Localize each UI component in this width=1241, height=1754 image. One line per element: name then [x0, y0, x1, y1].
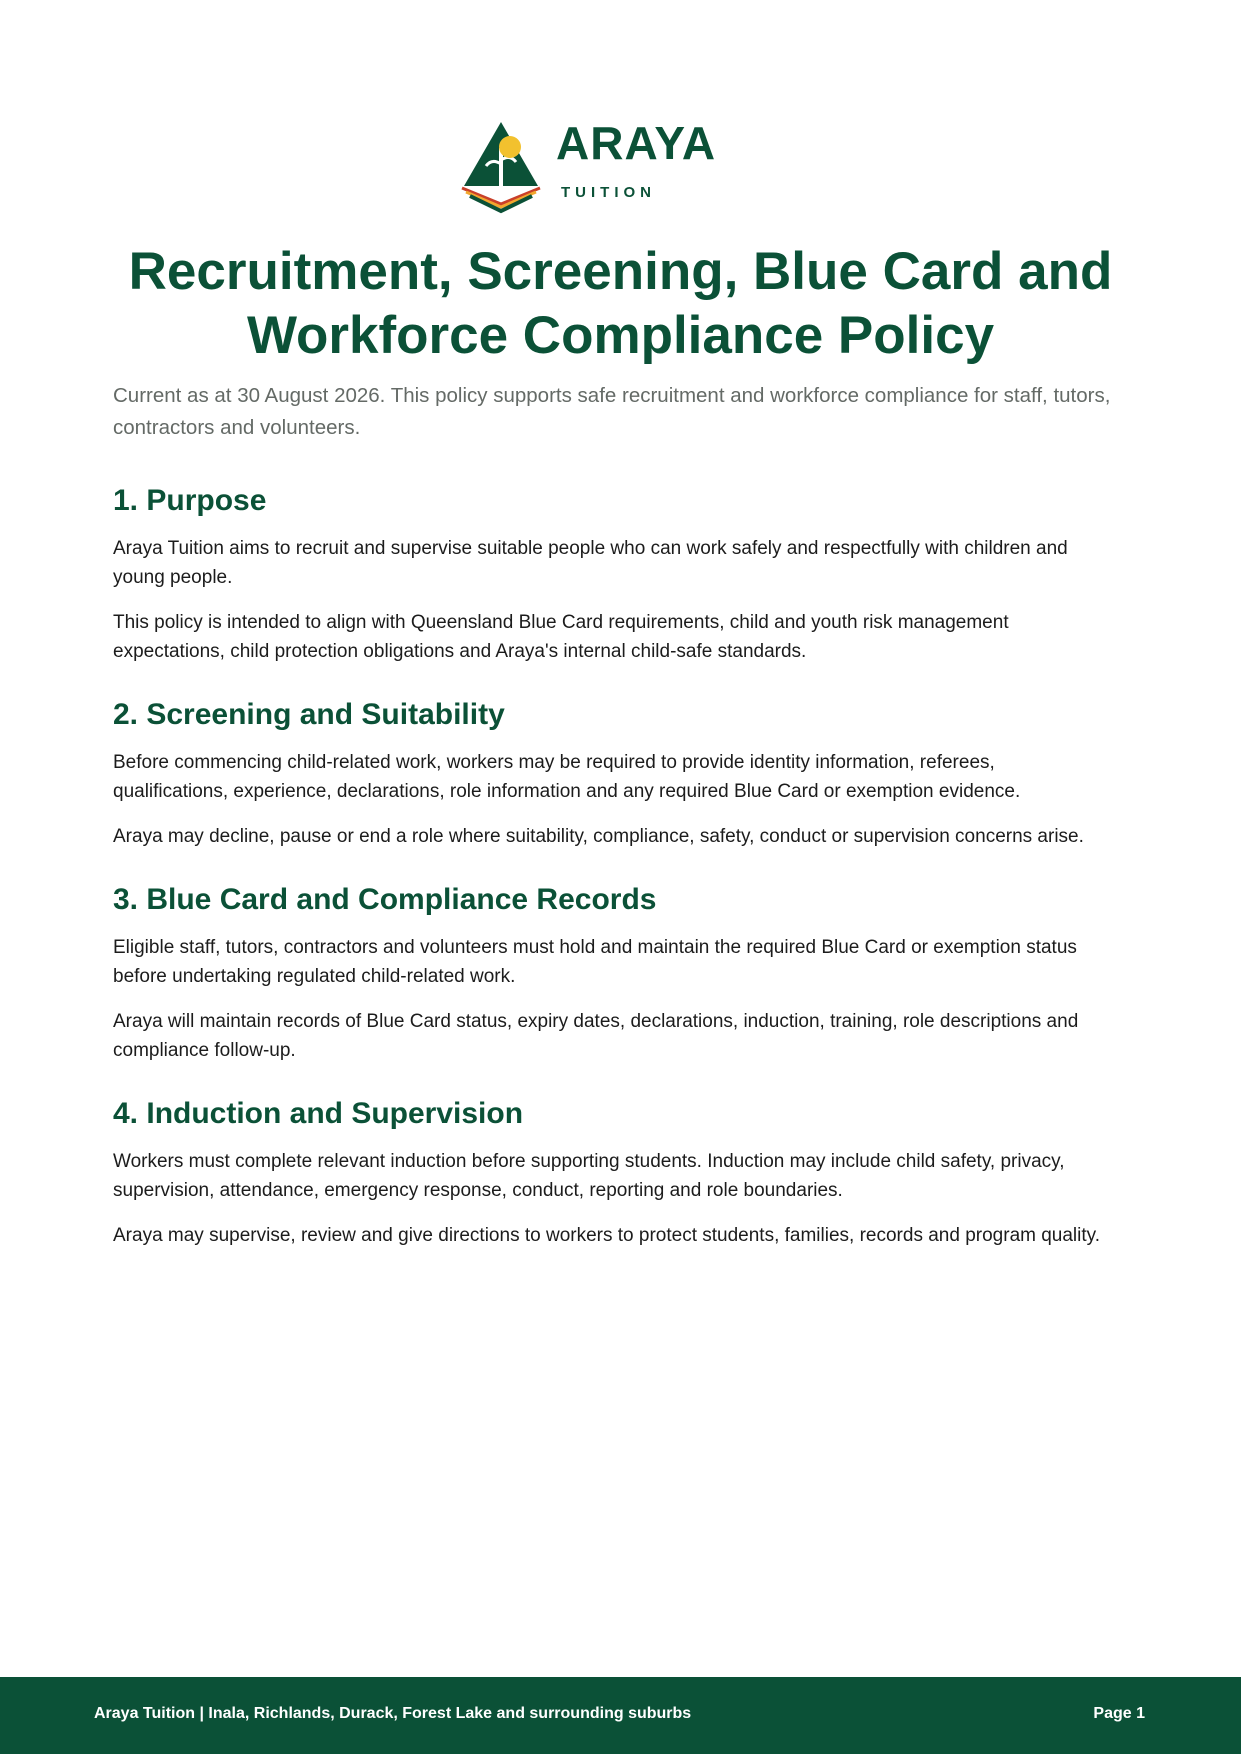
section-paragraph: Eligible staff, tutors, contractors and volunteers must hold and maintain the required Blue Card or exemption status before undertaking regulated child-related work.	[113, 937, 1077, 987]
section-paragraph: Araya may decline, pause or end a role where suitability, compliance, safety, conduct or supervision concerns arise.	[113, 826, 1084, 847]
section-paragraph: This policy is intended to align with Queensland Blue Card requirements, child and youth risk management expectations, child protection obligations and Araya's internal child-safe standards.	[113, 612, 1009, 662]
section-paragraph: Before commencing child-related work, workers may be required to provide identity information, referees, qualifications, experience, declarations, role information and any required Blue Card or exemption evidence.	[113, 752, 1021, 802]
section-paragraph: Araya may supervise, review and give directions to workers to protect students, families, records and program quality.	[113, 1225, 1101, 1246]
araya-tree-logo-icon	[460, 118, 542, 214]
section-heading: 2. Screening and Suitability	[113, 698, 505, 731]
document-body	[113, 380, 1113, 1280]
footer-locations: Araya Tuition | Inala, Richlands, Durack, Forest Lake and surrounding suburbs	[94, 1705, 692, 1722]
section-paragraph: Workers must complete relevant induction before supporting students. Induction may include child safety, privacy, supervision, attendance, emergency response, conduct, reporting and role boundaries.	[113, 1151, 1065, 1201]
page-number: Page 1	[1093, 1705, 1145, 1722]
page-footer	[0, 1677, 1241, 1754]
section-heading: 1. Purpose	[113, 484, 267, 517]
brand-logo	[460, 118, 720, 218]
section-induction	[113, 1095, 1113, 1250]
section-purpose	[113, 482, 1113, 666]
section-heading: 4. Induction and Supervision	[113, 1097, 524, 1130]
brand-name: ARAYA	[556, 117, 717, 169]
section-screening	[113, 696, 1113, 851]
document-title: Recruitment, Screening, Blue Card and Workforce Compliance Policy	[128, 242, 1113, 365]
section-paragraph: Araya Tuition aims to recruit and supervise suitable people who can work safely and respectfully with children and young people.	[113, 538, 1068, 588]
brand-subtitle: TUITION	[561, 184, 656, 201]
section-blue-card	[113, 881, 1113, 1065]
intro-text: Current as at 30 August 2026. This policy supports safe recruitment and workforce compliance for staff, tutors, contractors and volunteers.	[113, 384, 1111, 439]
section-paragraph: Araya will maintain records of Blue Card status, expiry dates, declarations, induction, training, role descriptions and compliance follow-up.	[113, 1011, 1079, 1061]
section-heading: 3. Blue Card and Compliance Records	[113, 883, 657, 916]
